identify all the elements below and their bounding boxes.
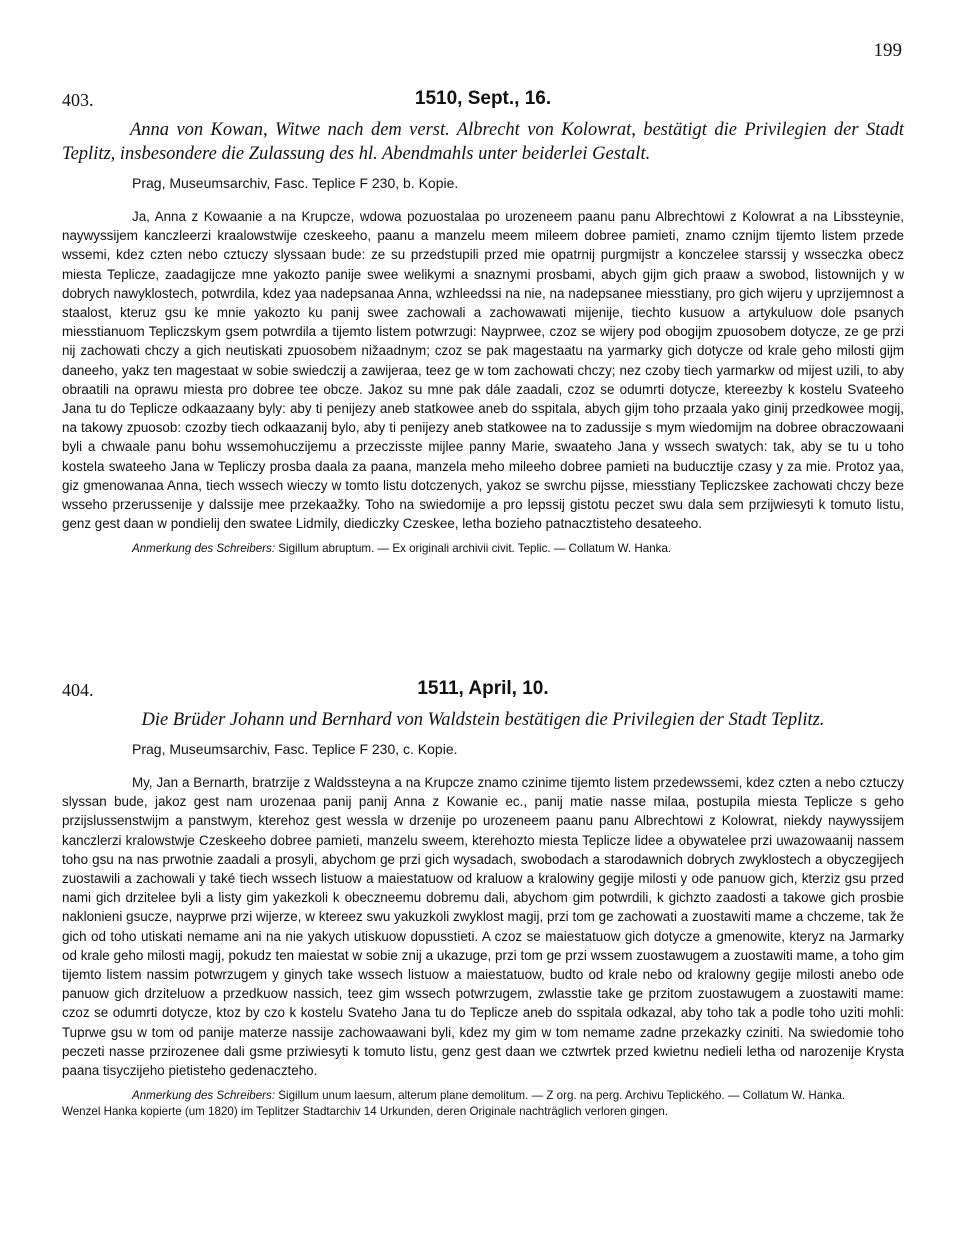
scribe-note-text: Sigillum abruptum. — Ex originali archivii civit. Teplic. — Collatum W. Hanka. <box>278 542 672 556</box>
editor-note: Wenzel Hanka kopierte (um 1820) im Teplitzer Stadtarchiv 14 Urkunden, deren Originale nachträglich verloren gingen. <box>62 1105 668 1119</box>
entry-body: Ja, Anna z Kowaanie a na Krupcze, wdowa pozuostalaa po urozeneem paanu panu Albrechtowi z Kolowrat a na Libssteynie, naywyssijem kanczleerzi kraalowstwije czeskeeho, paanu a manzelu meem mileem dobree pamieti, znamo cznijm tijemto listem przede wssemi, kdez czten nebo cztuczy slyssaan bude: ze su przedstupili przed mie opatrnij purgmijstr a konczelee starssij y wsseczka obecz miesta Teplicze, zaadagijcze mne yakozto panije swee welikymi a snaznymi prosbami, abych gijm gich praaw a swobod, listownijch y w dobrych nawyklostech, potwrdila, kdez yaa nadepsanaa Anna, wzhleedssi na nie, na nadepsanee miesstiany, pro gich wijeru y uprzijemnost a staalost, kteruz gsu ke mnie yakozto ku panij swee zachowali a zachowawati mijenije, tiechto kusuow a artykuluow dole psanych miesstianuom Tepliczskym gsem potwrdila a tijemto listem potwrzugi: Nayprwee, czoz se wijery pod obogijm zpuosobem dotycze, ze ge przi nij zachowati chczy a gich neutiskati zpuosobem nižaadnym; czoz se pak magestaatu na yarmarky gich dotycze od krale geho milosti gijm daneeho, yakz ten magestaat w sobie swiedczij a zawijeraa, teez ge w tom zachowati chczy; nez czoby tiech yarmarkw od mijest uzili, to aby obraatili na oprawu miesta pro dobree tee obcze. Jakoz su mne pak dále zaadali, czoz se odumrti dotycze, ktereezby k kostelu Svateeho Jana tu do Teplicze odkaazaany byly: aby ti penijezy aneb statkowee aneb do sspitala, abych gijm toho przaala yako ginij przedkowee mogij, na takowy zpuosob: czozby tiech odkaazanij bylo, aby ti penijezy aneb statkowee na to zadussije s mym wiedomijm na dobree obraczowaani byli a chwaale panu bohu wssemohuczijemu a przeczisste mijlee panny Marie, swaateho Jana y wssech swatych: tak, aby se tu u toho kostela swateeho Jana w Tepliczy prosba daala za paana, manzela meho mileeho dobree pamieti na buducztije czasy y za mie. Protoz yaa, giz gmenowanaa Anna, tiech wssech wieczy w tomto listu dotczenych, yakoz se swrchu pijsse, miesstiany Tepliczskee zachowati chczy beze wsseho przerussenije y dalssije mee przekaažky. Toho na swiedomije a pro lepssij gistotu peczet swu dala sem przijwiesyti k tomuto listu, genz gest daan w pondielij den swatee Lidmily, diediczky Czeskee, letha bozieho patnacztisteho desateeho. <box>62 209 904 532</box>
entry-date: 1511, April, 10. <box>417 678 549 699</box>
page-number: 199 <box>873 40 902 61</box>
scribe-note-label: Anmerkung des Schreibers: <box>132 542 276 556</box>
entry-title: Die Brüder Johann und Bernhard von Waldstein bestätigen die Privilegien der Stadt Teplitz. <box>141 710 825 730</box>
entry-number: 404. <box>62 680 94 700</box>
scribe-note <box>132 541 904 557</box>
entry-date: 1510, Sept., 16. <box>414 88 552 109</box>
document-entry-403 <box>62 90 904 557</box>
scribe-note-label: Anmerkung des Schreibers: <box>132 1089 276 1103</box>
entry-header <box>62 90 904 118</box>
scribe-note-text: Sigillum unum laesum, alterum plane demolitum. — Z org. na perg. Archivu Teplického. — Collatum W. Hanka. <box>278 1089 846 1103</box>
entry-body: My, Jan a Bernarth, bratrzije z Waldssteyna a na Krupcze znamo czinime tijemto listem przedewssemi, kdez czten a nebo cztuczy slyssan bude, jakoz gest nam urozenaa panij panij Anna z Kowanie ec., panij matie nasse milaa, postupila miesta Teplicze s geho przijslussenstwijm a panstwym, kterehoz gest wessla w drzenije po urozeneem paanu panu Albrechtowi z Kolowrat, niekdy naywyssijem kanczlerzi kralowstwje Czeskeeho dobree pamieti, manzelu sweem, kterehozto miesta Teplicze lidee a obywatelee przi uwazowaanij nassem toho gsu na nas prwotnie zaadali a prosyli, abychom ge przi gich wysadach, swobodach a starodawnich dobrych zwyklostech a obyczegijech zuostawili a zachowali y také tiech wssech listuow a maiestatuow od kraluow a kralowiny gegije milosti y ode panuow gich, kterziz gsu przed nami gich drzitelee byli a listy gim yakezkoli k obeczneemu dobremu dali, abychom gim potwrdili, k gichzto zaadosti a takowe gich prosbie naklonieni gsucze, nayprwe przi wijerze, w ktereez swu yakuzkoli zwyklost magij, przi tom ge zachowati a zuostawiti mame a chczeme, tak že gich od toho utiskati nemame ani na nie yakych utiskuow dopusstieti. A czoz se maiestatuow gich dotycze a gmenowite, kteryz na Jarmarky od krale geho milosti magij, pokudz ten maiestat w sobie znij a ukazuge, przi tom ge przi wssem zuostawugem a zuostawiti mame, a toho gim tijemto listem nassim potwrzugem y ginych take wssech listuow a maiestatuow, budto od krale nebo od kralowny gegije milosti anebo ode panuow gich drziteluow a przedkuow nassich, teez gim wssech potwrzugem, zwlasstie take ge przitom zuostawugem a zuostawiti mame: czoz se odumrti dotycze, ktoz by czo k kostelu Svateho Jana tu do Teplicze aneb do sspitala odkazal, aby toho tak a podle toho uziti mohli: Tuprwe gsu w tom od panije materze nassije zachowaawani byli, kdez my gim w tom nemame zadne przekazky cziniti. Na swiedomie toho peczeti nasse przirozenee dali gsme prziwiesyti k tomuto listu, genz gest daan we cztwrtek przed kwietnu nedieli letha od narozenije Krysta paana tisyczijeho pietisteho gedenaczteho. <box>62 775 904 1079</box>
document-entry-404 <box>62 680 904 1120</box>
entry-header <box>62 680 904 708</box>
entry-source: Prag, Museumsarchiv, Fasc. Teplice F 230, c. Kopie. <box>132 741 458 757</box>
entry-number: 403. <box>62 90 94 110</box>
entry-source: Prag, Museumsarchiv, Fasc. Teplice F 230, b. Kopie. <box>132 175 459 191</box>
scribe-note <box>132 1088 904 1104</box>
entry-title: Anna von Kowan, Witwe nach dem verst. Albrecht von Kolowrat, bestätigt die Privilegien der Stadt Teplitz, insbesondere die Zulassung des hl. Abendmahls unter beiderlei Gestalt. <box>62 120 904 164</box>
